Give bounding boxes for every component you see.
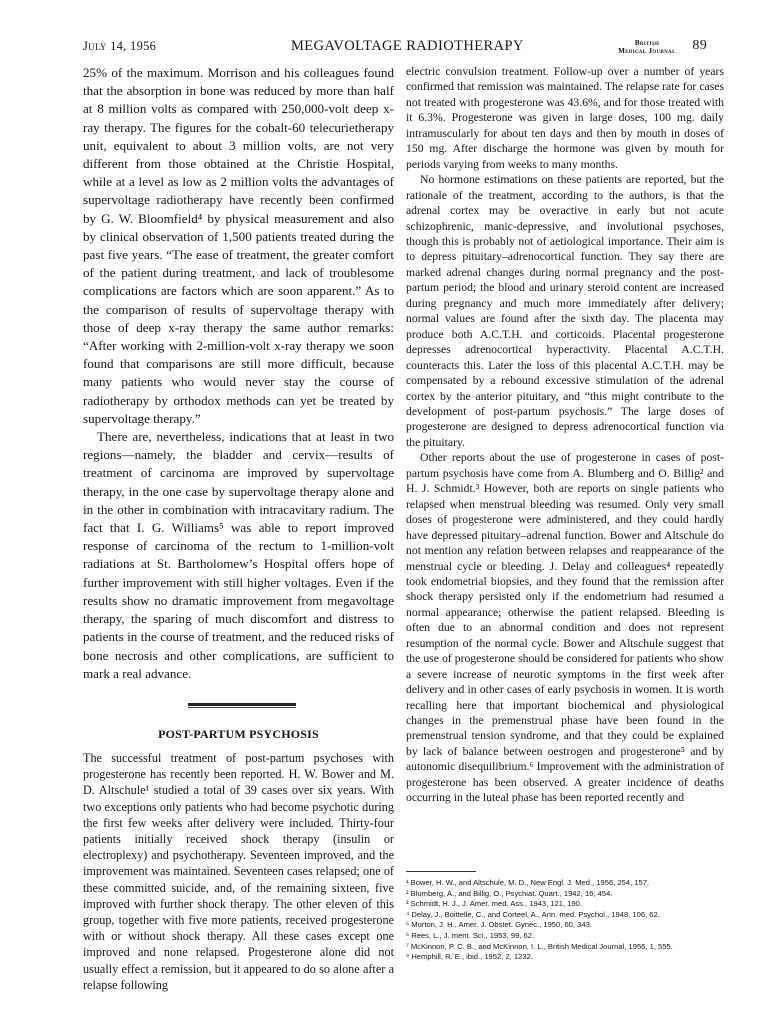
section-heading: POST-PARTUM PSYCHOSIS — [158, 726, 319, 741]
journal-name-line2: Medical Journal — [618, 46, 676, 55]
footnote: ⁴ Delay, J., Boittelle, C., and Corteel, A., Ann. med. Psychol., 1948, 106, 62. — [406, 909, 660, 919]
left-column — [83, 64, 394, 993]
section-divider — [83, 683, 394, 727]
footnote-rule — [406, 871, 476, 872]
paragraph: 25% of the maximum. Morrison and his colleagues found that the absorption in bone was reduced by more than half at 8 million volts as compared with 250,000-volt deep x-ray therapy. The figures for the cobalt-60 telecurietherapy unit, equivalent to about 3 million volts, are not very different from those obtained at the Christie Hospital, while at a level as low as 2 million volts the advantages of supervoltage radiotherapy have recently been confirmed by G. W. Bloomfield⁴ by physical measurement and also by clinical observation of 1,500 patients treated during the past five years. “The ease of treatment, the greater comfort of the patient during treatment, and lack of troublesome complications are factors which are soon apparent.” As to the comparison of results of supervoltage therapy with those of deep x-ray therapy the same author remarks: “After working with 2-million-volt x-ray therapy we soon found that comparisons are still more difficult, because many patients who would never stay the course of radiotherapy by orthodox methods can yet be treated by supervoltage therapy.” — [83, 65, 394, 426]
right-column — [406, 64, 724, 806]
footnote: ⁶ Rees, L., J. ment. Sci., 1953, 99, 62. — [406, 930, 535, 940]
footnote: ² Blumberg, A., and Billig, O., Psychiat. Quart., 1942, 16, 454. — [406, 888, 613, 898]
footnote: ⁸ Hemphill, R. E., ibid., 1952, 2, 1232. — [406, 952, 533, 962]
paragraph: Other reports about the use of progesterone in cases of post-partum psychosis have come from A. Blumberg and O. Billig² and H. J. Schmidt.³ However, both are reports on single patients who relapsed when menstrual bleeding was resumed. Only very small doses of progesterone were administered, and they could hardly have depressed pituitary–adrenal function. Bower and Altschule do not mention any relation between relapses and reappearance of the menstrual cycle or bleeding. J. Delay and colleagues⁴ repeatedly took endometrial biopsies, and they found that the remission after shock therapy persisted only if the endometrium had resumed a normal appearance; otherwise the patient relapsed. Bleeding is often due to an abnormal condition and does not represent resumption of the normal cycle. Bower and Altschule suggest that the use of progesterone should be considered for patients who show a severe increase of neurotic symptoms in the first week after delivery and in other cases of early psychosis in women. It is worth recalling here that important biochemical and physiological changes in the premenstrual phase have been found in the premenstrual tension syndrome, and that they could be explained by lack of balance between oestrogen and progesterone⁵ and by autonomic disequilibrium.⁶ Improvement with the administration of progesterone has been observed. A greater incidence of deaths occurring in the luteal phase has been reported recently and — [406, 451, 724, 805]
paragraph: No hormone estimations on these patients are reported, but the rationale of the treatment, according to the authors, is that the adrenal cortex may be overactive in early but not acute schizophrenic, manic-depressive, and involutional psychoses, though this is probably not of aetiological importance. Their aim is to depress pituitary–adrenocortical function. They say there are marked adrenal changes during normal pregnancy and the post-partum period; the blood and urinary steroid content are increased during pregnancy and much more immediately after delivery; normal values are found after the sixth day. The placenta may produce both A.C.T.H. and corticoids. Placental progesterone depresses adrenocortical hyperactivity. Placental A.C.T.H. counteracts this. Later the loss of this placental A.C.T.H. may be compensated by a rebound excessive stimulation of the adrenal cortex by the anterior pituitary, and “this might contribute to the development of post-partum psychosis.” The large doses of progesterone are designed to depress adrenocortical function via the pituitary. — [406, 173, 724, 449]
page-header — [83, 38, 711, 56]
paragraph: The successful treatment of post-partum psychoses with progesterone has recently been reported. H. W. Bower and M. D. Altschule¹ studied a total of 39 cases over six years. With two exceptions only patients who had become psychotic during the first few weeks after delivery were included. Thirty-four patients initially received shock therapy (insulin or electroplexy) and psychotherapy. Seventeen improved, and the improvement was maintained. Seventeen cases relapsed; one of these committed suicide, and, of the remaining sixteen, five improved with further shock therapy. The other eleven of this group, together with five more patients, received progesterone with or without shock therapy. All these cases except one improved and none relapsed. Progesterone alone did not usually effect a remission, but it appeared to do so alone after a relapse following — [83, 750, 394, 992]
footnote: ⁷ McKinnon, P. C. B., and McKinnon, I. L., British Medical Journal, 1956, 1, 555. — [406, 941, 673, 951]
journal-name-line1: British — [634, 39, 660, 47]
journal-name — [607, 40, 687, 55]
running-title: MEGAVOLTAGE RADIOTHERAPY — [291, 38, 524, 54]
paragraph: electric convulsion treatment. Follow-up over a number of years confirmed that remission was maintained. The relapse rate for cases not treated with progesterone was 43.6%, and for those treated with it 6.3%. Progesterone was given in large doses, 100 mg. daily intramuscularly for about ten days and then by mouth in doses of 150 mg. After discharge the hormone was given by mouth for periods varying from weeks to many months. — [406, 65, 724, 171]
page-number: 89 — [692, 38, 707, 53]
issue-date: July 14, 1956 — [83, 39, 157, 53]
footnote: ³ Schmidt, H. J., J. Amer. med. Ass., 1943, 121, 190. — [406, 899, 583, 909]
footnotes — [406, 871, 724, 963]
paragraph: There are, nevertheless, indications that at least in two regions—namely, the bladder and cervix—results of treatment of carcinoma are improved by supervoltage therapy, in the one case by supervoltage therapy alone and in the other in combination with intracavitary radium. The fact that I. G. Williams⁵ was able to report improved response of carcinoma of the rectum to 1-million-volt radiations at St. Bartholomew’s Hospital offers hope of further improvement with still higher voltages. Even if the results show no dramatic improvement from megavoltage therapy, the sparing of much discomfort and distress to patients in the course of treatment, and the reduced risks of bone necrosis and other complications, are sufficient to mark a real advance. — [83, 429, 394, 681]
footnote: ⁵ Morton, J. H., Amer. J. Obstet. Gynec., 1950, 60, 343. — [406, 920, 592, 930]
footnote: ¹ Bower, H. W., and Altschule, M. D., New Engl. J. Med., 1956, 254, 157. — [406, 878, 650, 887]
